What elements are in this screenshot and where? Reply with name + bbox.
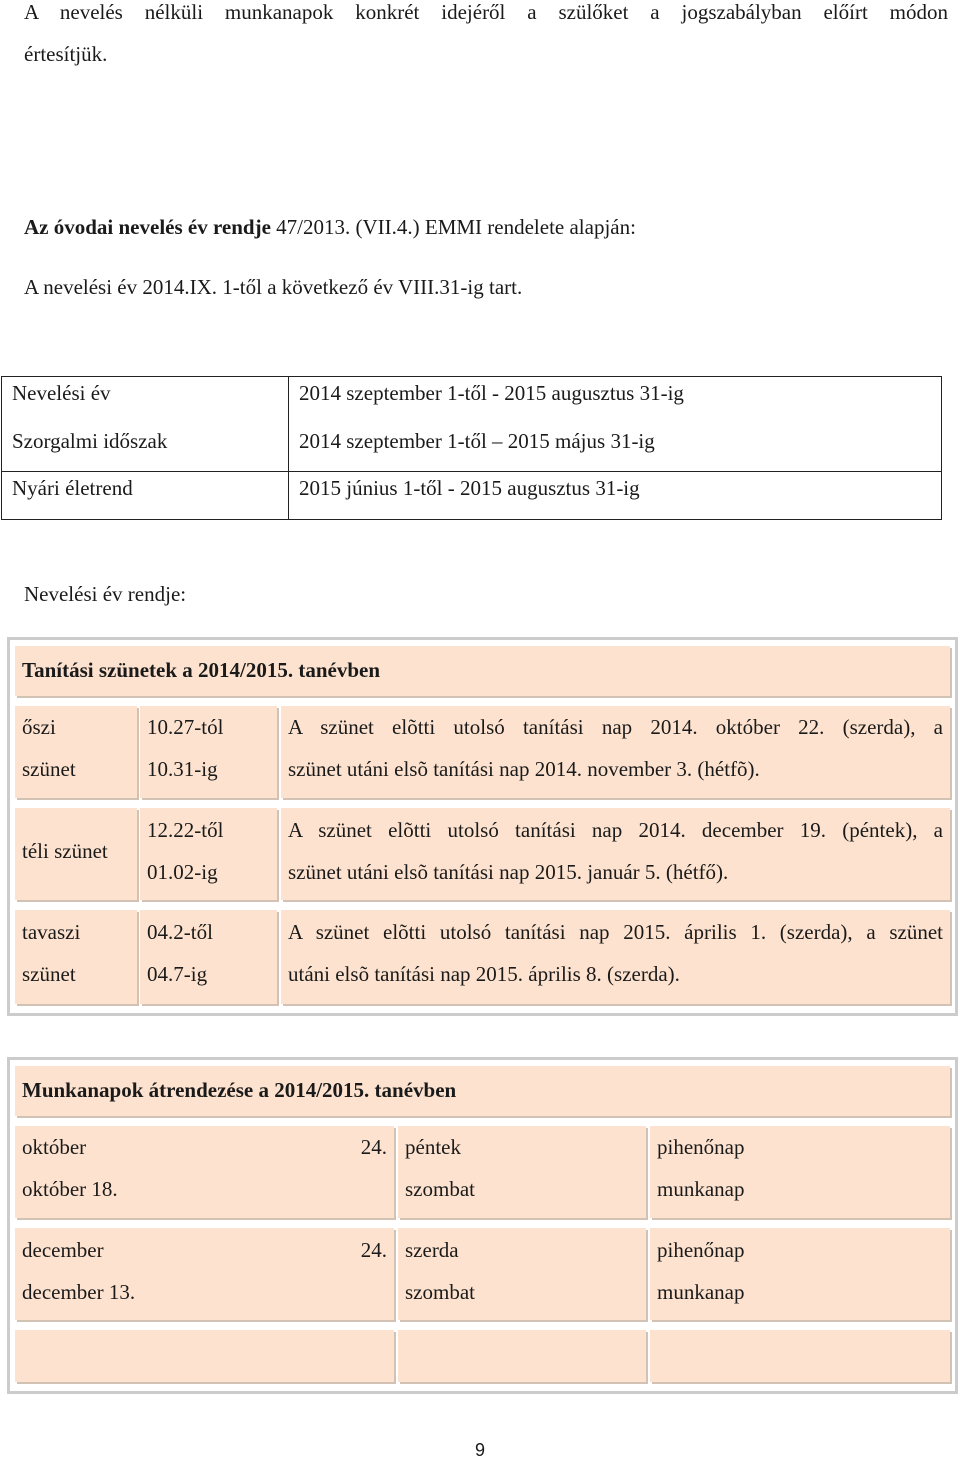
holiday-desc-cell (281, 808, 950, 900)
holiday-desc: utáni elsõ tanítási nap 2015. április 8. (szerda). (288, 962, 680, 986)
holiday-date-to: 10.31-ig (147, 757, 218, 781)
order-heading (24, 206, 948, 248)
holidays-table (7, 637, 958, 1016)
workdays-table (7, 1057, 958, 1394)
workday-day: szombat (405, 1177, 475, 1201)
periods-table (1, 376, 942, 520)
workday-type: pihenőnap (657, 1238, 745, 1262)
workday-type: munkanap (657, 1280, 745, 1304)
holiday-date-from: 04.2-től (147, 920, 213, 944)
holiday-date-to: 04.7-ig (147, 962, 208, 986)
workday-day-cell (398, 1126, 646, 1218)
workday-day-cell (398, 1228, 646, 1320)
order-heading-bold: Az óvodai nevelés év rendje (24, 215, 271, 239)
holiday-desc: szünet utáni elsõ tanítási nap 2014. november 3. (hétfõ). (288, 757, 760, 781)
holiday-desc: A szünet elõtti utolsó tanítási nap 2015. április 1. (szerda), a szünet (288, 920, 943, 944)
workday-type: pihenőnap (657, 1135, 745, 1159)
holiday-desc: szünet utáni elsõ tanítási nap 2015. január 5. (hétfő). (288, 860, 729, 884)
holiday-name: tavaszi (22, 920, 81, 944)
period-value: 2015 június 1-től - 2015 augusztus 31-ig (299, 476, 640, 500)
holiday-name: őszi (22, 715, 56, 739)
workday-type-cell (650, 1126, 950, 1218)
workdays-title: Munkanapok átrendezése a 2014/2015. tanévben (22, 1078, 457, 1102)
period-value: 2014 szeptember 1-től – 2015 május 31-ig (299, 429, 655, 453)
workday-type-cell (650, 1228, 950, 1320)
workday-day: szombat (405, 1280, 475, 1304)
workday-date: október 18. (22, 1177, 118, 1201)
holiday-date-cell (140, 910, 277, 1004)
year-order-label: Nevelési év rendje: (24, 582, 187, 606)
holiday-date-from: 10.27-tól (147, 715, 224, 739)
holidays-title-cell (15, 646, 950, 696)
period-label: Szorgalmi időszak (12, 429, 168, 453)
holiday-date-cell (140, 706, 277, 798)
intro-line-2: értesítjük. (24, 42, 108, 66)
row-divider (2, 471, 941, 472)
workday-date: december (22, 1238, 104, 1262)
holiday-date-to: 01.02-ig (147, 860, 218, 884)
holiday-desc: A szünet elõtti utolsó tanítási nap 2014. október 22. (szerda), a (288, 715, 943, 739)
empty-cell (398, 1330, 646, 1382)
workday-date: október (22, 1135, 87, 1159)
workday-day: péntek (405, 1135, 461, 1159)
holiday-name: szünet (22, 757, 76, 781)
page-number: 9 (474, 1440, 485, 1460)
order-line: A nevelési év 2014.IX. 1-től a következő év VIII.31-ig tart. (24, 275, 523, 299)
intro-line-1: A nevelés nélküli munkanapok konkrét idejéről a szülőket a jogszabályban előírt módon (24, 0, 948, 24)
workday-day: szerda (405, 1238, 459, 1262)
empty-cell (15, 1330, 394, 1382)
workday-type: munkanap (657, 1177, 745, 1201)
holiday-desc-cell (281, 706, 950, 798)
holiday-name: szünet (22, 962, 76, 986)
workdays-title-cell (15, 1066, 950, 1116)
holiday-date-from: 12.22-től (147, 818, 224, 842)
workday-date-day: 24. (360, 1135, 387, 1159)
column-divider (288, 377, 289, 519)
holiday-name-cell (15, 706, 137, 798)
holiday-name: téli szünet (22, 839, 108, 863)
workday-date: december 13. (22, 1280, 136, 1304)
holiday-name-cell (15, 910, 137, 1004)
holiday-desc-cell (281, 910, 950, 1004)
period-label: Nyári életrend (12, 476, 133, 500)
workday-date-cell (15, 1228, 394, 1320)
order-heading-rest: 47/2013. (VII.4.) EMMI rendelete alapján: (270, 215, 636, 239)
empty-cell (650, 1330, 950, 1382)
holiday-desc: A szünet elõtti utolsó tanítási nap 2014. december 19. (péntek), a (288, 818, 943, 842)
workday-date-cell (15, 1126, 394, 1218)
workday-date-day: 24. (360, 1238, 387, 1262)
period-value: 2014 szeptember 1-től - 2015 augusztus 31-ig (299, 381, 684, 405)
period-label: Nevelési év (12, 381, 111, 405)
holiday-name-cell (15, 808, 137, 900)
holidays-title: Tanítási szünetek a 2014/2015. tanévben (22, 658, 381, 682)
holiday-date-cell (140, 808, 277, 900)
